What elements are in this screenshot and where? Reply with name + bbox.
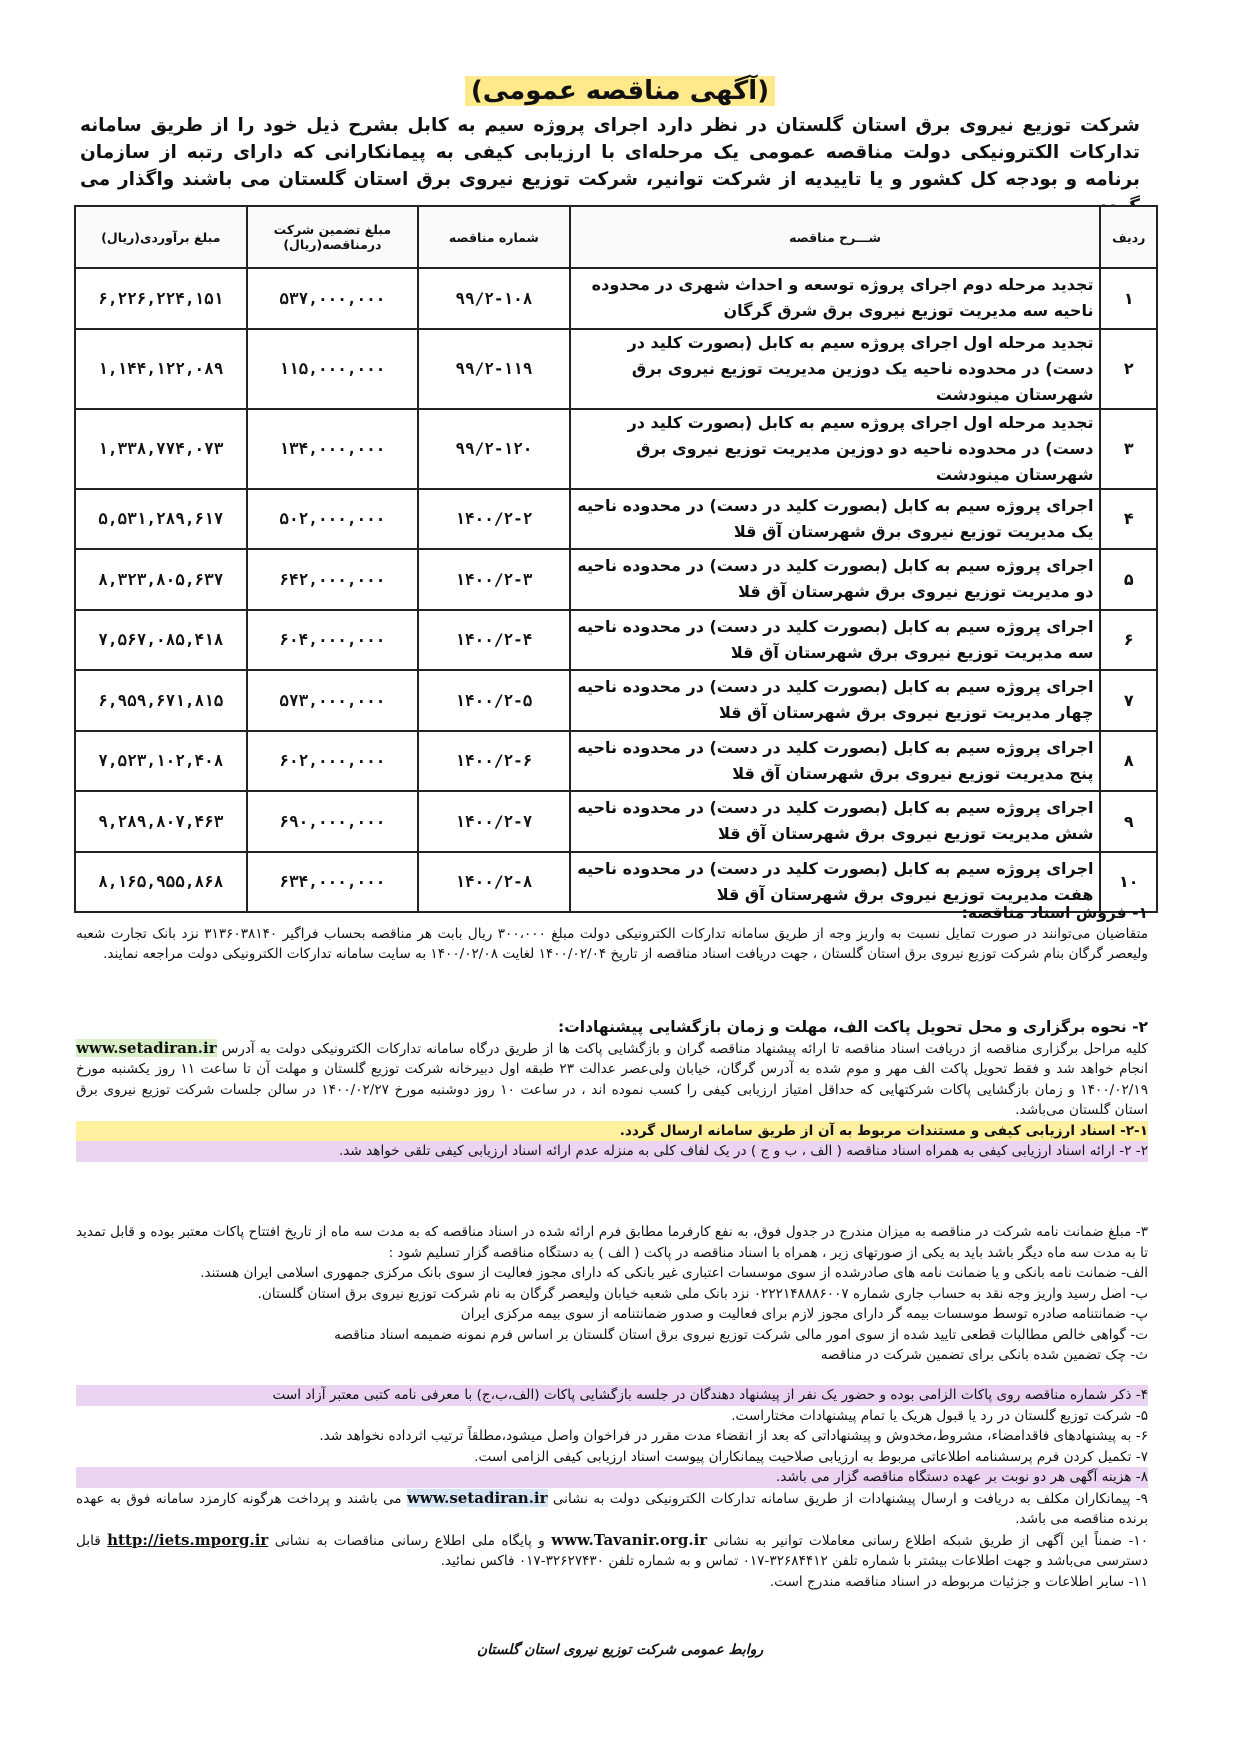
col-desc: شـــرح مناقصه	[570, 206, 1101, 268]
row-number: ۲	[1100, 329, 1157, 409]
row-tender-number: ۱۴۰۰/۲-۳	[418, 549, 569, 610]
title-text: (آگهی مناقصه عمومی)	[465, 76, 775, 106]
section-3-text: ۳- مبلغ ضمانت نامه شرکت در مناقصه به میزان مندرج در جدول فوق، به نفع کارفرما مطابق فرم ارائه شده در اسناد مناقصه که به مدت سه ماه از تاریخ افتتاح پاکات معتبر بوده و قابل تمدید تا به مدت سه ماه دیگر باشد باید به یکی از صورتهای زیر ، همراه با اسناد مناقصه در پاکت ( الف ) به دستگاه مناقصه گزار تسلیم شود :	[76, 1224, 1148, 1261]
row-tender-number: ۱۴۰۰/۲-۸	[418, 852, 569, 913]
row-estimate: ۹,۲۸۹,۸۰۷,۴۶۳	[75, 791, 247, 852]
section-3-th: ث- چک تضمین شده بانکی برای تضمین شرکت در مناقصه	[820, 1347, 1148, 1363]
section-10-text-c: قابل دسترسی می‌باشد و جهت اطلاعات بیشتر با شماره تلفن ۳۲۶۸۴۴۱۲-۰۱۷ تماس و به شماره تلفن ۳۲۶۲۷۴۳۰-۰۱۷ فاکس نمائید.	[76, 1532, 1148, 1569]
section-1-title: ۱- فروش اسناد مناقصه:	[961, 904, 1148, 922]
setadiran-link-2[interactable]: www.setadiran.ir	[406, 1488, 548, 1507]
row-number: ۱۰	[1100, 852, 1157, 913]
table-header-row	[75, 206, 1157, 268]
section-8: ۸- هزینه آگهی هر دو نوبت بر عهده دستگاه مناقصه گزار می باشد.	[76, 1467, 1148, 1488]
row-tender-number: ۹۹/۲-۱۲۰	[418, 409, 569, 489]
section-2	[76, 1017, 1148, 1162]
row-tender-number: ۱۴۰۰/۲-۵	[418, 670, 569, 731]
row-tender-number: ۱۴۰۰/۲-۴	[418, 610, 569, 671]
section-11: ۱۱- سایر اطلاعات و جزئیات مربوطه در اسناد مناقصه مندرج است.	[769, 1573, 1148, 1590]
row-number: ۱	[1100, 268, 1157, 329]
setadiran-link[interactable]: www.setadiran.ir	[76, 1038, 217, 1057]
table-row	[75, 731, 1157, 792]
section-7: ۷- تکمیل کردن فرم پرسشنامه اطلاعاتی مربوط به ارزیابی صلاحیت پیمانکاران پیوست اسناد ارزیابی کیفی الزامی است.	[474, 1448, 1148, 1465]
section-2-text-a: کلیه مراحل برگزاری مناقصه از دریافت اسناد مناقصه تا ارائه پیشنهاد مناقصه گران و بازگشایی پاکت ها از طریق درگاه سامانه تدارکات الکترونیکی دولت به آدرس	[221, 1040, 1148, 1057]
col-guarantee: مبلغ تضمین شرکت درمناقصه(ریال)	[247, 206, 419, 268]
row-estimate: ۶,۹۵۹,۶۷۱,۸۱۵	[75, 670, 247, 731]
row-estimate: ۱,۳۳۸,۷۷۴,۰۷۳	[75, 409, 247, 489]
section-2-2: ۲- ۲- ارائه اسناد ارزیابی کیفی به همراه اسناد مناقصه ( الف ، ب و ج ) در یک لفاف کلی به منزله عدم ارائه اسناد ارزیابی کیفی تلقی خواهد شد.	[76, 1141, 1148, 1162]
row-tender-number: ۱۴۰۰/۲-۶	[418, 731, 569, 792]
row-number: ۳	[1100, 409, 1157, 489]
tavanir-link[interactable]: www.Tavanir.org.ir	[551, 1530, 708, 1549]
row-number: ۴	[1100, 489, 1157, 550]
col-estimate: مبلغ برآوردی(ریال)	[75, 206, 247, 268]
section-3-p: پ- ضمانتنامه صادره توسط موسسات بیمه گر دارای مجوز لازم برای فعالیت و صدور ضمانتنامه از سوی بیمه مرکزی ایران	[460, 1306, 1148, 1322]
row-guarantee: ۵۰۲,۰۰۰,۰۰۰	[247, 489, 419, 550]
section-2-title: ۲- نحوه برگزاری و محل تحویل پاکت الف، مهلت و زمان بازگشایی پیشنهادات:	[558, 1018, 1148, 1036]
section-3-a: الف- ضمانت نامه بانکی و یا ضمانت نامه های صادرشده از سوی موسسات اعتباری غیر بانکی که دارای مجوز فعالیت از سوی بانک مرکزی جمهوری اسلامی ایران هستند.	[200, 1265, 1148, 1281]
row-desc: تجدید مرحله اول اجرای پروژه سیم به کابل (بصورت کلید در دست) در محدوده ناحیه دو دوزین مدیریت توزیع نیروی برق شهرستان مینودشت	[570, 409, 1101, 489]
row-guarantee: ۶۰۴,۰۰۰,۰۰۰	[247, 610, 419, 671]
table-row	[75, 670, 1157, 731]
row-tender-number: ۱۴۰۰/۲-۲	[418, 489, 569, 550]
row-desc: اجرای پروژه سیم به کابل (بصورت کلید در دست) در محدوده ناحیه پنج مدیریت توزیع نیروی برق شهرستان آق قلا	[570, 731, 1101, 792]
section-10	[76, 1530, 1148, 1572]
row-number: ۸	[1100, 731, 1157, 792]
row-number: ۹	[1100, 791, 1157, 852]
footer-signature: روابط عمومی شرکت توزیع نیروی استان گلستان	[476, 1642, 764, 1658]
section-9-text-a: ۹- پیمانکاران مکلف به دریافت و ارسال پیشنهادات از طریق سامانه تدارکات الکترونیکی دولت به نشانی	[552, 1490, 1148, 1507]
row-desc: تجدید مرحله اول اجرای پروژه سیم به کابل (بصورت کلید در دست) در محدوده ناحیه یک دوزین مدیریت توزیع نیروی برق شهرستان مینودشت	[570, 329, 1101, 409]
row-estimate: ۷,۵۲۳,۱۰۲,۴۰۸	[75, 731, 247, 792]
table-row	[75, 268, 1157, 329]
row-desc: اجرای پروژه سیم به کابل (بصورت کلید در دست) در محدوده ناحیه هفت مدیریت توزیع نیروی برق شهرستان آق قلا	[570, 852, 1101, 913]
col-number: شماره مناقصه	[418, 206, 569, 268]
section-2-1: ۲-۱- اسناد ارزیابی کیفی و مستندات مربوط به آن از طریق سامانه ارسال گردد.	[76, 1121, 1148, 1142]
section-5: ۵- شرکت توزیع گلستان در رد یا قبول هریک یا تمام پیشنهادات مختاراست.	[731, 1407, 1148, 1424]
section-1	[76, 903, 1148, 965]
section-3	[76, 1222, 1148, 1366]
section-9	[76, 1488, 1148, 1530]
table-row	[75, 409, 1157, 489]
table-row	[75, 549, 1157, 610]
row-desc: تجدید مرحله دوم اجرای پروژه توسعه و احداث شهری در محدوده ناحیه سه مدیریت توزیع نیروی برق شرق گرگان	[570, 268, 1101, 329]
iets-link[interactable]: http://iets.mporg.ir	[107, 1530, 269, 1549]
section-10-text-a: ۱۰- ضمناً این آگهی از طریق شبکه اطلاع رسانی معاملات توانیر به نشانی	[713, 1532, 1148, 1549]
table-row	[75, 329, 1157, 409]
row-desc: اجرای پروژه سیم به کابل (بصورت کلید در دست) در محدوده ناحیه سه مدیریت توزیع نیروی برق شهرستان آق قلا	[570, 610, 1101, 671]
section-6: ۶- به پیشنهادهای فاقدامضاء، مشروط،مخدوش و پیشنهاداتی که بعد از انقضاء مدت مقرر در فراخوان واصل میشود،مطلقاً ترتیب اثرداده نخواهد شد.	[319, 1428, 1148, 1444]
row-number: ۶	[1100, 610, 1157, 671]
row-estimate: ۸,۱۶۵,۹۵۵,۸۶۸	[75, 852, 247, 913]
row-estimate: ۸,۳۲۳,۸۰۵,۶۳۷	[75, 549, 247, 610]
row-estimate: ۵,۵۳۱,۲۸۹,۶۱۷	[75, 489, 247, 550]
row-desc: اجرای پروژه سیم به کابل (بصورت کلید در دست) در محدوده ناحیه یک مدیریت توزیع نیروی برق شهرستان آق قلا	[570, 489, 1101, 550]
row-guarantee: ۱۱۵,۰۰۰,۰۰۰	[247, 329, 419, 409]
row-desc: اجرای پروژه سیم به کابل (بصورت کلید در دست) در محدوده ناحیه شش مدیریت توزیع نیروی برق شهرستان آق قلا	[570, 791, 1101, 852]
section-4-11	[76, 1385, 1148, 1592]
row-estimate: ۱,۱۴۴,۱۲۲,۰۸۹	[75, 329, 247, 409]
row-number: ۵	[1100, 549, 1157, 610]
table-row	[75, 489, 1157, 550]
row-guarantee: ۵۷۳,۰۰۰,۰۰۰	[247, 670, 419, 731]
section-9-text-b: می باشند و پرداخت هرگونه کارمزد سامانه فوق به عهده برنده مناقصه می باشد.	[76, 1490, 1148, 1527]
row-guarantee: ۱۳۴,۰۰۰,۰۰۰	[247, 409, 419, 489]
section-3-b: ب- اصل رسید واریز وجه نقد به حساب جاری شماره ۰۲۲۲۱۴۸۸۸۶۰۰۷ نزد بانک ملی شعبه خیابان ولیعصر گرگان به نام شرکت توزیع نیروی برق استان گلستان.	[257, 1285, 1148, 1302]
table-row	[75, 610, 1157, 671]
row-guarantee: ۶۳۴,۰۰۰,۰۰۰	[247, 852, 419, 913]
section-4: ۴- ذکر شماره مناقصه روی پاکات الزامی بوده و حضور یک نفر از پیشنهاد دهندگان در جلسه بازگشایی پاکات (الف،ب،ج) با معرفی نامه کتبی معتبر آزاد است	[76, 1385, 1148, 1406]
tender-table	[74, 205, 1158, 913]
row-desc: اجرای پروژه سیم به کابل (بصورت کلید در دست) در محدوده ناحیه دو مدیریت توزیع نیروی برق شهرستان آق قلا	[570, 549, 1101, 610]
row-estimate: ۷,۵۶۷,۰۸۵,۴۱۸	[75, 610, 247, 671]
table-row	[75, 791, 1157, 852]
section-3-t: ت- گواهی خالص مطالبات قطعی تایید شده از سوی امور مالی شرکت توزیع نیروی برق استان گلستان بر اساس فرم نمونه ضمیمه اسناد مناقصه	[334, 1326, 1148, 1343]
page-title	[0, 76, 1240, 106]
section-2-text	[76, 1038, 1148, 1121]
section-2-text-b: انجام خواهد شد و فقط تحویل پاکت الف مهر و موم شده به آدرس گرگان، خیابان ولی‌عصر عدالت ۲۳ طبقه اول دبیرخانه شرکت توزیع گلستان و مهلت آن تا ساعت ۱۱ روز یکشنبه مورخ ۱۴۰۰/۰۲/۱۹ و زمان بازگشایی پاکات شرکتهایی که حداقل امتیاز ارزیابی کیفی را کسب نموده اند ، در ساعت ۱۰ روز دوشنبه مورخ ۱۴۰۰/۰۲/۲۷ در سالن جلسات شرکت توزیع نیروی برق استان گلستان می‌باشد.	[76, 1061, 1148, 1118]
section-1-text: متقاضیان می‌توانند در صورت تمایل نسبت به واریز وجه از طریق سامانه تدارکات الکترونیکی دولت مبلغ ۳۰۰،۰۰۰ ریال بابت هر مناقصه بحساب فراگیر ۳۱۳۶۰۳۸۱۴۰ نزد بانک تجارت شعبه ولیعصر گرگان بنام شرکت توزیع نیروی برق استان گلستان ، جهت دریافت اسناد مناقصه از تاریخ ۱۴۰۰/۰۲/۰۴ لغایت ۱۴۰۰/۰۲/۰۸ به سایت سامانه تدارکات الکترونیکی دولت مراجعه نمایند.	[76, 925, 1148, 962]
row-estimate: ۶,۲۲۶,۲۲۴,۱۵۱	[75, 268, 247, 329]
row-guarantee: ۶۰۲,۰۰۰,۰۰۰	[247, 731, 419, 792]
row-number: ۷	[1100, 670, 1157, 731]
row-guarantee: ۶۹۰,۰۰۰,۰۰۰	[247, 791, 419, 852]
row-tender-number: ۱۴۰۰/۲-۷	[418, 791, 569, 852]
col-row: ردیف	[1100, 206, 1157, 268]
intro-paragraph: شرکت توزیع نیروی برق استان گلستان در نظر دارد اجرای پروژه سیم به کابل بشرح ذیل خود را از طریق سامانه تدارکات الکترونیکی دولت مناقصه عمومی یک مرحله‌ای با ارزیابی کیفی به پیمانکارانی که دارای رتبه از سازمان برنامه و بودجه کل کشور و یا تاییدیه از شرکت توانیر، شرکت توزیع نیروی برق استان گلستان می باشند واگذار می	[80, 115, 1140, 190]
section-10-text-b: و پایگاه ملی اطلاع رسانی مناقصات به نشانی	[274, 1532, 545, 1549]
row-desc: اجرای پروژه سیم به کابل (بصورت کلید در دست) در محدوده ناحیه چهار مدیریت توزیع نیروی برق شهرستان آق قلا	[570, 670, 1101, 731]
row-tender-number: ۹۹/۲-۱۰۸	[418, 268, 569, 329]
row-tender-number: ۹۹/۲-۱۱۹	[418, 329, 569, 409]
row-guarantee: ۶۴۲,۰۰۰,۰۰۰	[247, 549, 419, 610]
row-guarantee: ۵۳۷,۰۰۰,۰۰۰	[247, 268, 419, 329]
